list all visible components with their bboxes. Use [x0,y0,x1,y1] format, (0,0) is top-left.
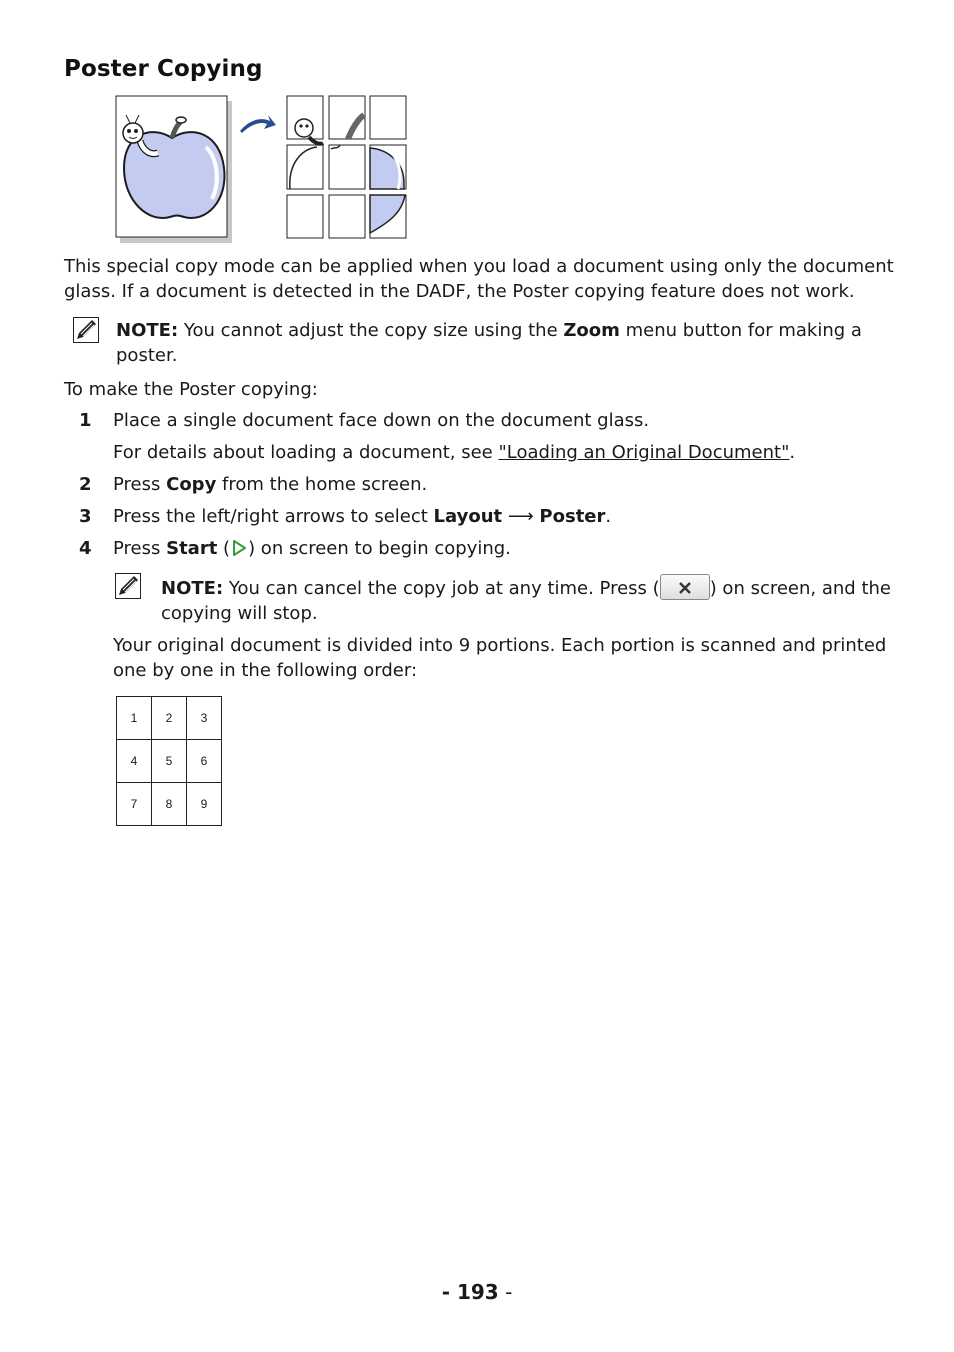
step-number: 1 [79,410,92,431]
poster-copy-illustration [112,93,412,245]
cancel-x-icon [678,581,692,595]
note-label: NOTE: [116,320,179,341]
step-2-pre: Press [113,474,167,495]
step-number: 2 [79,474,92,495]
instructions-intro: To make the Poster copying: [64,379,318,400]
poster-term: Poster [539,506,606,527]
grid-row [117,783,222,826]
grid-cell: 9 [187,783,222,826]
grid-cell: 1 [117,697,152,740]
step-3-pre: Press the left/right arrows to select [113,506,434,527]
step-4-mid: ( [217,538,231,559]
grid-cell: 8 [152,783,187,826]
intro-paragraph: This special copy mode can be applied when you load a document using only the document glass. If a document is detected in the DADF, the Poster copying feature does not work. [64,256,894,302]
grid-cell: 7 [117,783,152,826]
note-text-end: ) on screen, and the copying will stop. [161,578,891,624]
arrow-glyph: ⟶ [507,506,534,527]
page-title: Poster Copying [64,56,263,82]
step-4-text [113,536,511,561]
note-label: NOTE: [161,578,224,599]
step-number: 3 [79,506,92,527]
step-1-text: Place a single document face down on the document glass. [113,410,650,431]
grid-cell: 4 [117,740,152,783]
step-2-text [113,472,427,497]
step-3-text [113,504,611,529]
page-number [0,1280,954,1304]
grid-cell: 5 [152,740,187,783]
grid-cell: 2 [152,697,187,740]
step-1-detail [113,440,795,465]
copy-term: Copy [166,474,217,495]
note-text: You can cancel the copy job at any time. Press ( [223,578,660,599]
start-icon [230,539,248,557]
grid-cell: 6 [187,740,222,783]
step-number: 4 [79,538,92,559]
step-3-post: . [605,506,612,527]
step-1-detail-text: For details about loading a document, see [113,442,499,463]
note-pencil-icon [115,573,141,599]
note-text: You cannot adjust the copy size using the [178,320,564,341]
step-1-detail-end: . [789,442,796,463]
cancel-button-image [660,574,710,600]
page-number-value: - 193 [441,1280,499,1304]
step-4-post: ) on screen to begin copying. [248,538,511,559]
step-2-post: from the home screen. [216,474,428,495]
scan-order-grid [116,696,222,826]
start-term: Start [166,538,218,559]
loading-original-document-link[interactable]: "Loading an Original Document" [498,442,790,463]
note-cannot-adjust-size [116,318,906,368]
zoom-term: Zoom [563,320,620,341]
curved-arrow-icon [240,115,276,133]
grid-cell: 3 [187,697,222,740]
grid-row [117,740,222,783]
note-cancel-copy [161,574,901,626]
step-4-pre: Press [113,538,167,559]
layout-term: Layout [433,506,503,527]
grid-row [117,697,222,740]
note-pencil-icon [73,317,99,343]
order-paragraph: Your original document is divided into 9 portions. Each portion is scanned and printed one by one in the following order: [113,635,887,681]
note-text-end: menu button for making a poster. [116,320,862,366]
page-number-suffix: - [498,1280,513,1304]
